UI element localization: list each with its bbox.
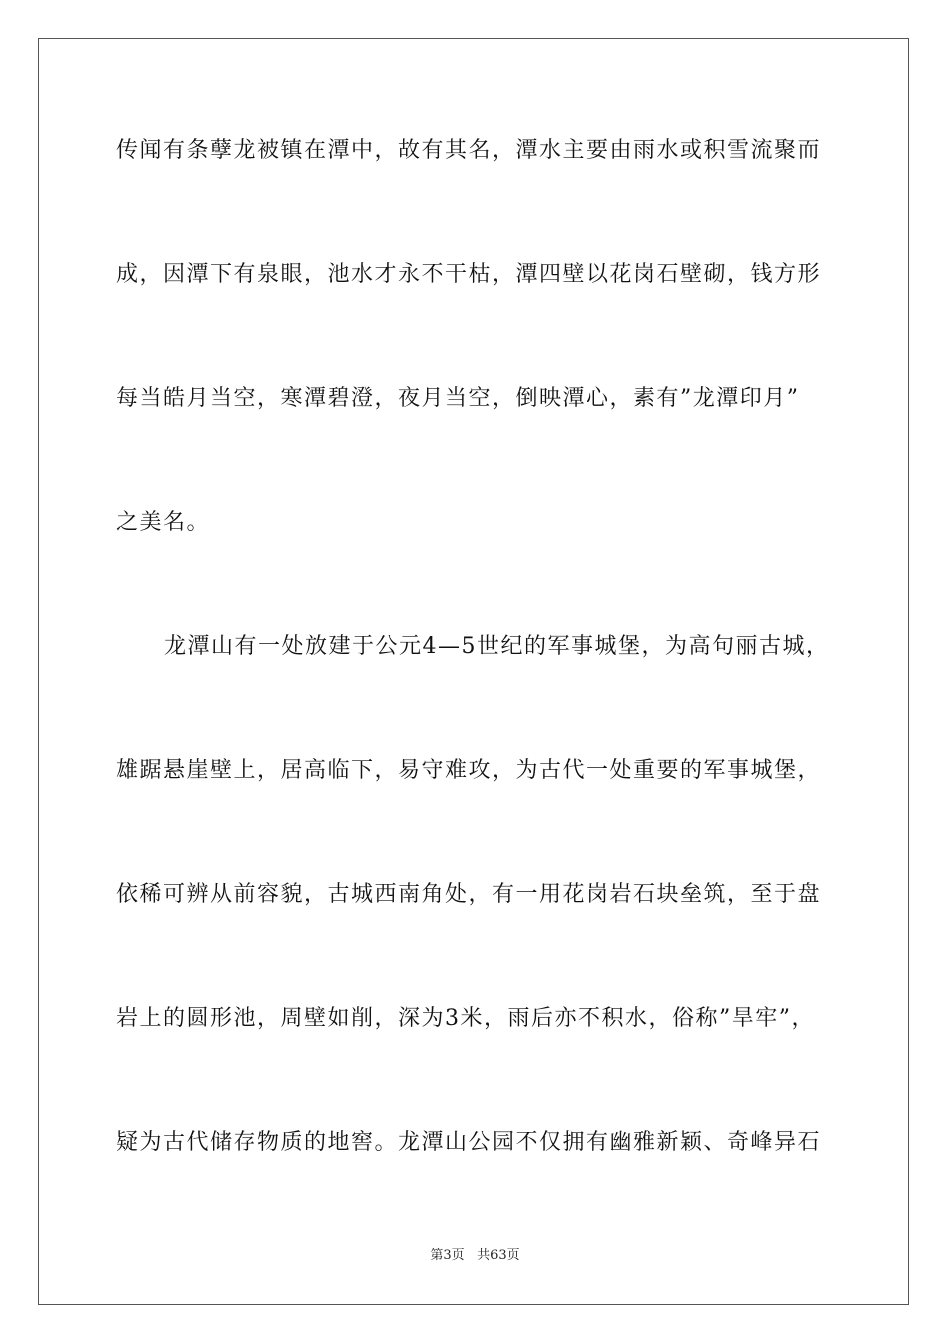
paragraph-line: 之美名。 xyxy=(116,510,211,535)
page-number: 第3页 xyxy=(430,1248,465,1263)
page-border xyxy=(38,38,909,1305)
paragraph-line: 成，因潭下有泉眼，池水才永不干枯，潭四壁以花岗石壁砌，钱方形 xyxy=(116,262,822,287)
paragraph-line: 疑为古代储存物质的地窖。龙潭山公园不仅拥有幽雅新颖、奇峰异石 xyxy=(116,1130,822,1155)
page-total: 共63页 xyxy=(477,1248,520,1263)
paragraph-line: 龙潭山有一处放建于公元4—5世纪的军事城堡，为高句丽古城， xyxy=(164,634,830,659)
paragraph-line: 雄踞悬崖壁上，居高临下，易守难攻，为古代一处重要的军事城堡， xyxy=(116,758,822,783)
paragraph-line: 依稀可辨从前容貌，古城西南角处，有一用花岗岩石块垒筑，至于盘 xyxy=(116,882,822,907)
page-footer xyxy=(0,1247,950,1265)
paragraph-line: 岩上的圆形池，周壁如削，深为3米，雨后亦不积水，俗称”旱牢”， xyxy=(116,1006,815,1031)
paragraph-line: 传闻有条孽龙被镇在潭中，故有其名，潭水主要由雨水或积雪流聚而 xyxy=(116,138,822,163)
paragraph-line: 每当皓月当空，寒潭碧澄，夜月当空，倒映潭心，素有”龙潭印月” xyxy=(116,386,800,411)
